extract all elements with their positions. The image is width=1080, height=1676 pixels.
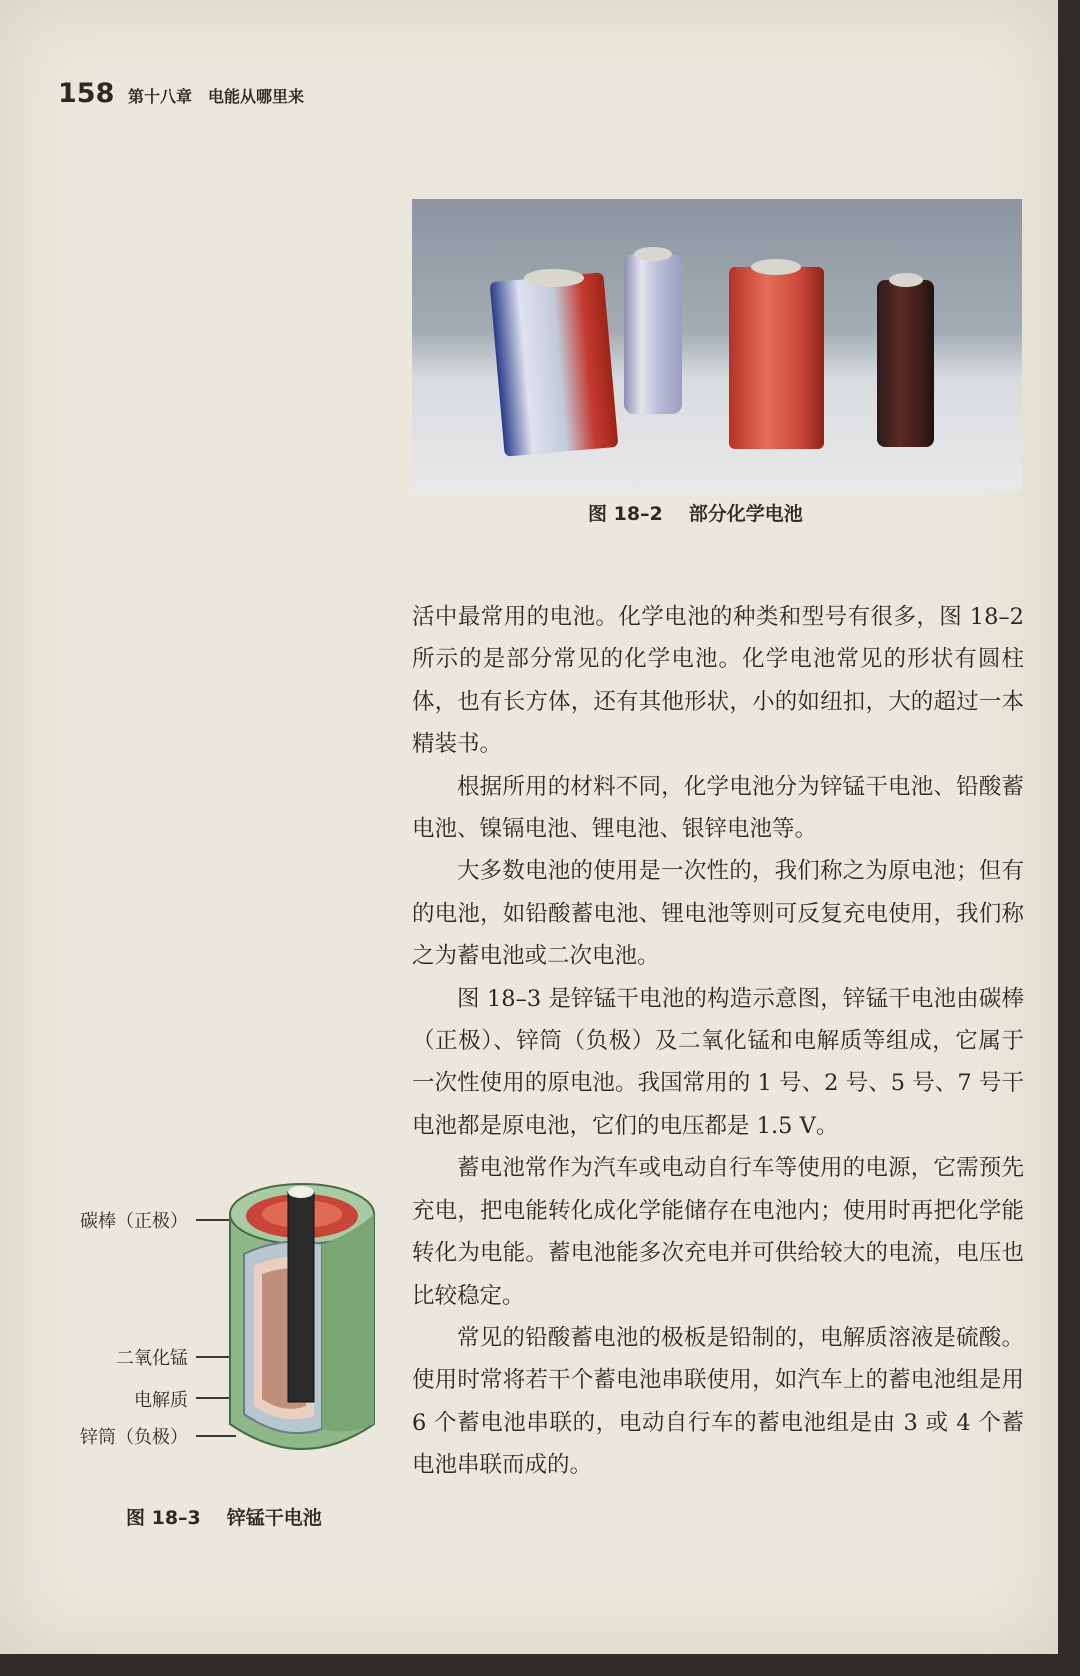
- paragraph: 常见的铅酸蓄电池的极板是铅制的，电解质溶液是硫酸。使用时常将若干个蓄电池串联使用，如汽车上的蓄电池组是用 6 个蓄电池串联的，电动自行车的蓄电池组是由 3 或 4 个蓄电池串联而成的。: [412, 1324, 1024, 1479]
- label-electrolyte: 电解质: [134, 1390, 188, 1411]
- battery-terminal: [634, 247, 672, 261]
- figure-18-2-caption: [588, 499, 803, 526]
- battery-9v-red: [729, 267, 824, 449]
- figure-number: 图 18–2: [588, 503, 663, 525]
- label-carbon-rod: 碳棒（正极）: [80, 1211, 188, 1232]
- battery-aa-black: [877, 280, 934, 447]
- paragraph: 活中最常用的电池。化学电池的种类和型号有很多，图 18–2 所示的是部分常见的化学电池。化学电池常见的形状有圆柱体，也有长方体，还有其他形状，小的如纽扣，大的超过一本精装书。: [412, 604, 1024, 758]
- page-number: 158: [58, 78, 115, 109]
- figure-title: 锌锰干电池: [226, 1507, 322, 1529]
- battery-9v-blue: [490, 272, 619, 456]
- body-text: [412, 596, 1024, 1487]
- battery-terminal: [524, 269, 584, 287]
- paragraph: 根据所用的材料不同，化学电池分为锌锰干电池、铅酸蓄电池、镍镉电池、锂电池、银锌电池等。: [412, 773, 1024, 843]
- paragraph: 图 18–3 是锌锰干电池的构造示意图，锌锰干电池由碳棒（正极）、锌筒（负极）及二氧化锰和电解质等组成，它属于一次性使用的原电池。我国常用的 1 号、2 号、5 号、7 号干电池都是原电池，它们的电压都是 1.5 V。: [412, 985, 1024, 1139]
- battery-aa-silver: [624, 254, 682, 414]
- figure-18-3-caption: [126, 1503, 322, 1530]
- figure-number: 图 18–3: [126, 1507, 201, 1529]
- label-manganese-dioxide: 二氧化锰: [116, 1348, 188, 1369]
- figure-title: 部分化学电池: [688, 503, 803, 525]
- label-zinc-can: 锌筒（负极）: [80, 1427, 188, 1448]
- paragraph: 蓄电池常作为汽车或电动自行车等使用的电源，它需预先充电，把电能转化成化学能储存在电池内；使用时再把化学能转化为电能。蓄电池能多次充电并可供给较大的电流，电压也比较稳定。: [412, 1155, 1024, 1309]
- battery-terminal: [751, 259, 801, 275]
- dry-cell-cutaway: [222, 1174, 382, 1462]
- battery-terminal: [889, 273, 923, 287]
- paragraph: 大多数电池的使用是一次性的，我们称之为原电池；但有的电池，如铅酸蓄电池、锂电池等则可反复充电使用，我们称之为蓄电池或二次电池。: [412, 858, 1024, 970]
- chapter-title: 第十八章 电能从哪里来: [128, 87, 305, 106]
- chemical-batteries-photo: [412, 199, 1022, 491]
